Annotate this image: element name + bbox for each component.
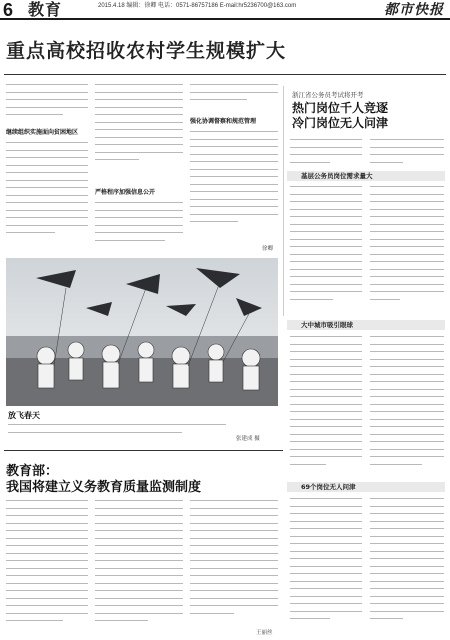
divider	[4, 450, 283, 451]
sidebar-headline-2: 冷门岗位无人问津	[292, 116, 389, 130]
page-number: 6	[3, 0, 14, 20]
story1-text-block	[95, 202, 183, 252]
story1-text-block	[6, 84, 88, 126]
sidebar-text-block	[290, 186, 362, 310]
photo-illustration	[6, 258, 278, 406]
story1-text-block	[190, 84, 278, 114]
sidebar-text-block	[290, 336, 362, 476]
photo-caption-author: 张建成 摄	[236, 436, 260, 442]
story2-headline-1: 教育部：	[6, 464, 59, 479]
sidebar-subhead: 大中城市吸引眼球	[287, 320, 445, 330]
photo-caption-text	[8, 424, 226, 442]
masthead-logo: 都市快报	[384, 2, 444, 18]
sidebar-subhead: 69个岗位无人问津	[287, 482, 445, 492]
story1-author: 徐卿	[262, 246, 274, 252]
story1-subhead: 严格程序加强信息公开	[95, 189, 156, 196]
sidebar-text-block	[290, 139, 362, 169]
sidebar-text-block	[370, 186, 444, 310]
header-info: 2015.4.18 编辑：徐卿 电话：0571-86757186 E-mail:hr5236700@163.com	[98, 3, 297, 9]
story2-headline-2: 我国将建立义务教育质量监测制度	[6, 480, 202, 495]
story1-text-block	[190, 131, 278, 243]
story1-text-block	[95, 84, 183, 184]
sidebar-kicker: 浙江省公务员考试将开考	[292, 91, 364, 99]
story2-text-block	[190, 500, 278, 624]
sidebar-headline-1: 热门岗位千人竞逐	[292, 101, 389, 115]
story2-text-block	[95, 500, 183, 634]
story1-subhead: 继续组织实施面向贫困地区	[6, 129, 79, 136]
story1-text-block	[6, 142, 88, 252]
sidebar-text-block	[370, 498, 444, 632]
sidebar-subhead: 基层公务员岗位需求量大	[287, 171, 445, 181]
divider	[4, 74, 446, 75]
photo-children-kites	[6, 258, 278, 406]
sidebar-text-block	[370, 139, 444, 169]
sidebar-text-block	[290, 498, 362, 632]
photo-caption-title: 放飞春天	[8, 411, 40, 420]
story2-author: 王丽丝	[256, 630, 273, 636]
story2-text-block	[6, 500, 88, 634]
story1-headline: 重点高校招收农村学生规模扩大	[6, 40, 287, 62]
story1-subhead: 强化协调督察和规范管理	[190, 118, 257, 125]
section-title: 教育	[28, 0, 63, 19]
sidebar-text-block	[370, 336, 444, 476]
